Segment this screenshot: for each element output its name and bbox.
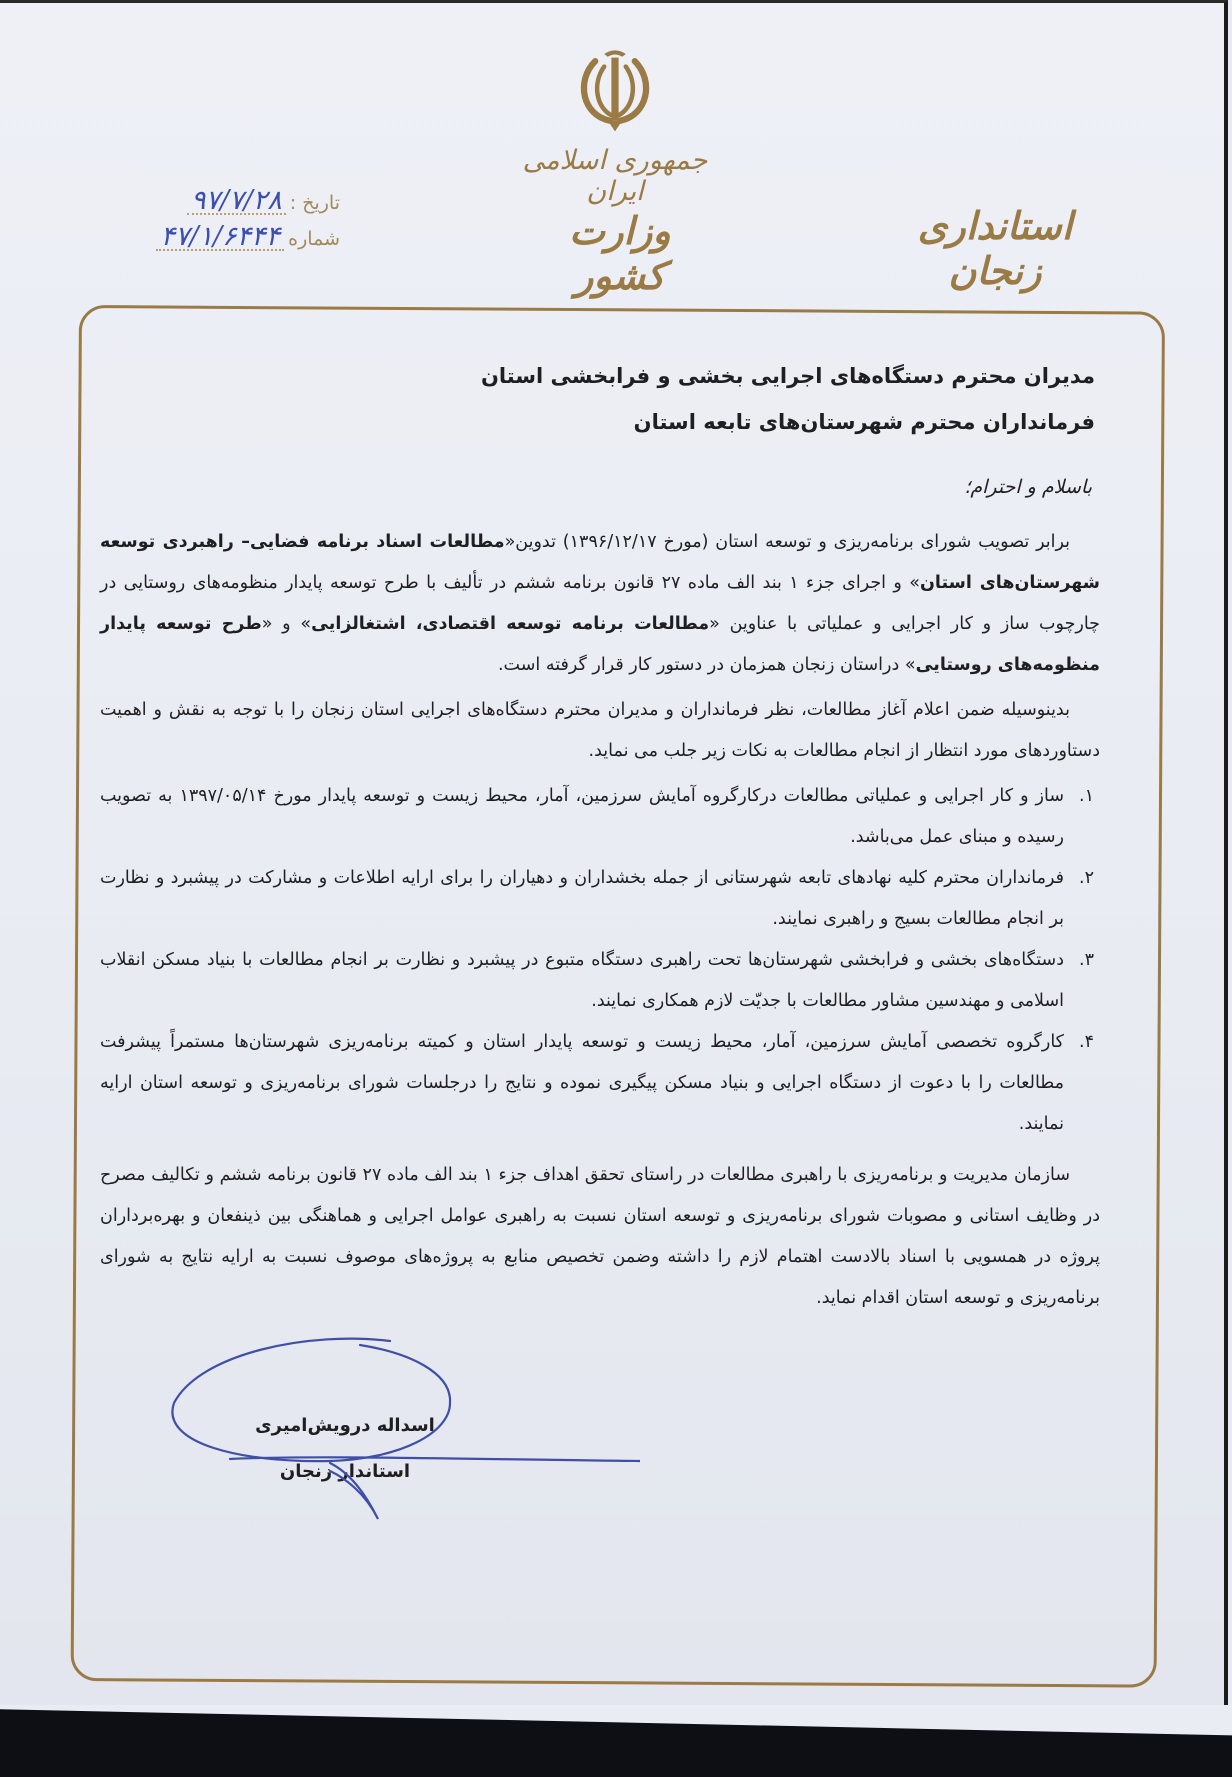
recipient-line: فرمانداران محترم شهرستان‌های تابعه استان	[633, 410, 1095, 434]
text-run: » و اجرای جزء ۱ بند الف ماده ۲۷ قانون برنامه ششم در تألیف با طرح توسعه پایدار منظومه‌های روستایی در چارچوب ساز و کار اجرایی و عملیاتی با عناوین «	[100, 573, 1100, 634]
text-run: » دراستان زنجان همزمان در دستور کار قرار گرفته است.	[497, 655, 916, 675]
number-label: شماره	[288, 228, 340, 250]
greeting: باسلام و احترام؛	[964, 476, 1092, 498]
date-row	[100, 185, 340, 225]
signatory-block	[220, 1403, 470, 1495]
republic-title: جمهوری اسلامی ایران	[522, 145, 708, 207]
list-item	[100, 776, 1100, 858]
paragraph-closing: سازمان مدیریت و برنامه‌ریزی با راهبری مطالعات در راستای تحقق اهداف جزء ۱ بند الف ماده ۲۷ قانون برنامه ششم و تکالیف مصرح در وظایف استانی و مصوبات شورای برنامه‌ریزی و توسعه استان نسبت به راهبری عوامل اجرایی و هماهنگی بین ذینفعان و بهره‌برداران پروژه در همسویی با اسناد بالادست اهتمام لازم را داشته وضمن تخصیص منابع به پروژه‌های موصوف نسبت به ارایه نتایج به شورای برنامه‌ریزی و توسعه استان اقدام نماید.	[100, 1165, 1100, 1308]
date-value: ۹۷/۷/۲۸	[187, 189, 286, 215]
emphasis-run: مطالعات اسناد برنامه فضایی– راهبردی توسعه شهرستان‌های استان	[100, 532, 1100, 593]
list-item	[100, 940, 1100, 1022]
list-item	[100, 1022, 1100, 1145]
number-value: ۴۷/۱/۶۴۴۴	[156, 225, 284, 251]
date-label: تاریخ :	[289, 192, 340, 214]
ministry-title: وزارت کشور	[569, 208, 671, 298]
item-text: دستگاه‌های بخشی و فرابخشی شهرستان‌ها تحت راهبری دستگاه متبوع در پیشبرد و نظارت بر انجام مطالعات با بنیاد مسکن انقلاب اسلامی و مهندسین مشاور مطالعات با جدیّت لازم همکاری نمایند.	[100, 950, 1064, 1011]
item-number: ۳.	[1079, 950, 1094, 970]
text-run: » و «	[261, 614, 312, 634]
letter-meta	[100, 185, 340, 261]
signatory-name: اسداله درویش‌امیری	[255, 1415, 435, 1436]
scan-edge	[0, 1700, 1232, 1777]
item-text: کارگروه تخصصی آمایش سرزمین، آمار، محیط زیست و توسعه پایدار استان و کمیته برنامه‌ریزی شهرستان‌ها مستمراً پیشرفت مطالعات را با دعوت از دستگاه اجرایی و بنیاد مسکن پیگیری نموده و نتایج را درجلسات شورای برنامه‌ریزی و توسعه استان ارایه نمایند.	[100, 1032, 1064, 1134]
item-text: فرمانداران محترم کلیه نهادهای تابعه شهرستانی از جمله بخشداران و دهیاران را برای ارایه اطلاعات و مشارکت در پیشبرد و نظارت بر انجام مطالعات بسیج و راهبری نمایند.	[100, 868, 1064, 929]
text-run: برابر تصویب شورای برنامه‌ریزی و توسعه استان (مورخ ۱۳۹۶/۱۲/۱۷) تدوین«	[504, 532, 1070, 552]
letter-body	[100, 353, 1100, 1337]
signatory-title: استاندار زنجان	[279, 1461, 411, 1482]
list-item	[100, 858, 1100, 940]
number-row	[100, 221, 340, 261]
item-number: ۱.	[1079, 786, 1094, 806]
item-number: ۴.	[1079, 1032, 1094, 1052]
recipient-line: مدیران محترم دستگاه‌های اجرایی بخشی و فرابخشی استان	[480, 364, 1095, 388]
item-number: ۲.	[1079, 868, 1094, 888]
paragraph-notice: بدینوسیله ضمن اعلام آغاز مطالعات، نظر فرمانداران و مدیران محترم دستگاه‌های اجرایی استان زنجان را با توجه به نقش و اهمیت دستاوردهای مورد انتظار از انجام مطالعات به نکات زیر جلب می نماید.	[100, 700, 1100, 761]
iran-emblem-icon	[570, 45, 660, 135]
item-text: ساز و کار اجرایی و عملیاتی مطالعات درکارگروه آمایش سرزمین، آمار، محیط زیست و توسعه پایدار مورخ ۱۳۹۷/۰۵/۱۴ به تصویب رسیده و مبنای عمل می‌باشد.	[100, 786, 1064, 847]
emphasis-run: مطالعات برنامه توسعه اقتصادی، اشتغالزایی	[311, 614, 710, 634]
governorate-title: استانداری زنجان	[917, 203, 1073, 293]
paragraph-intro	[100, 522, 1100, 686]
emphasis-run: طرح توسعه پایدار منظومه‌های روستایی	[100, 614, 1100, 675]
numbered-list	[100, 776, 1100, 1145]
